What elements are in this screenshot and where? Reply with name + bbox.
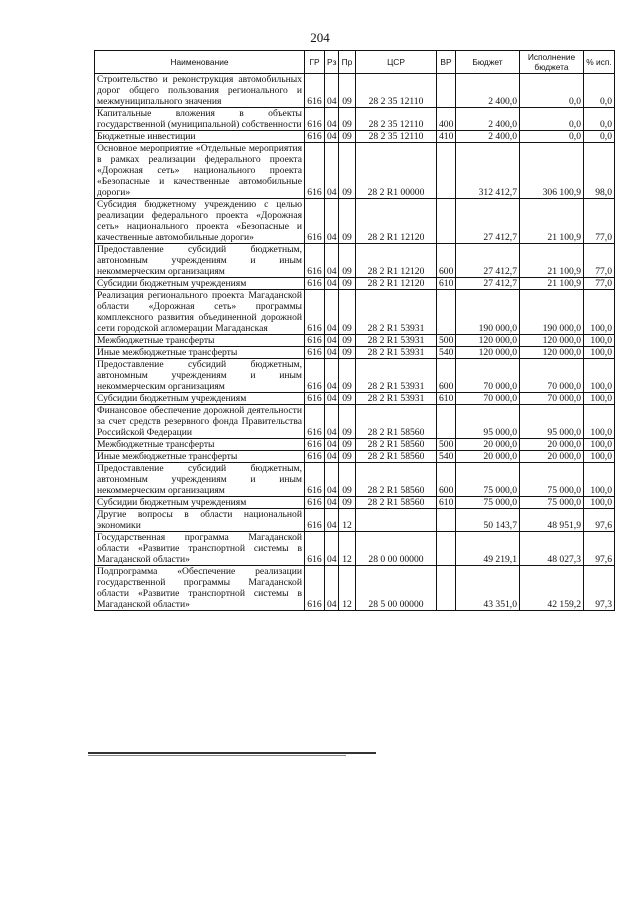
- row-budget: 43 351,0: [456, 566, 520, 611]
- row-rz: 04: [325, 393, 339, 405]
- row-rz: 04: [325, 199, 339, 244]
- table-row: [95, 290, 615, 335]
- row-budget: 50 143,7: [456, 509, 520, 532]
- row-execution: 70 000,0: [520, 393, 584, 405]
- row-budget: 95 000,0: [456, 405, 520, 439]
- row-execution: 0,0: [520, 108, 584, 131]
- row-rz: 04: [325, 566, 339, 611]
- row-pr: 12: [339, 532, 356, 566]
- row-vr: [437, 566, 456, 611]
- table-row: [95, 463, 615, 497]
- row-pr: 09: [339, 278, 356, 290]
- row-vr: 600: [437, 244, 456, 278]
- row-execution: 42 159,2: [520, 566, 584, 611]
- row-percent: 100,0: [584, 463, 615, 497]
- row-rz: 04: [325, 278, 339, 290]
- row-pr: 09: [339, 393, 356, 405]
- row-execution: 21 100,9: [520, 199, 584, 244]
- row-execution: 20 000,0: [520, 439, 584, 451]
- row-rz: 04: [325, 244, 339, 278]
- row-csr: 28 2 35 12110: [356, 108, 437, 131]
- row-rz: 04: [325, 108, 339, 131]
- row-vr: 500: [437, 335, 456, 347]
- row-pr: 09: [339, 199, 356, 244]
- row-pr: 09: [339, 335, 356, 347]
- row-rz: 04: [325, 359, 339, 393]
- row-percent: 98,0: [584, 143, 615, 199]
- row-name: Основное мероприятие «Отдельные мероприятия в рамках реализации федерального проекта «Дорожная сеть» национального проекта «Безопасные и качественные автомобильные дороги»: [95, 143, 305, 199]
- row-vr: [437, 143, 456, 199]
- row-percent: 100,0: [584, 359, 615, 393]
- row-csr: 28 2 R1 58560: [356, 451, 437, 463]
- row-budget: 20 000,0: [456, 439, 520, 451]
- row-execution: 95 000,0: [520, 405, 584, 439]
- header-pr: Пр: [339, 51, 356, 74]
- table-row: [95, 439, 615, 451]
- row-gr: 616: [305, 244, 325, 278]
- row-pr: 09: [339, 108, 356, 131]
- row-name: Иные межбюджетные трансферты: [95, 347, 305, 359]
- table-row: [95, 509, 615, 532]
- row-csr: 28 0 00 00000: [356, 532, 437, 566]
- row-pr: 09: [339, 143, 356, 199]
- row-execution: 306 100,9: [520, 143, 584, 199]
- row-vr: [437, 509, 456, 532]
- row-budget: 27 412,7: [456, 244, 520, 278]
- row-name: Иные межбюджетные трансферты: [95, 451, 305, 463]
- table-row: [95, 566, 615, 611]
- row-name: Межбюджетные трансферты: [95, 335, 305, 347]
- row-gr: 616: [305, 532, 325, 566]
- row-execution: 70 000,0: [520, 359, 584, 393]
- row-percent: 0,0: [584, 74, 615, 108]
- row-budget: 120 000,0: [456, 335, 520, 347]
- row-csr: 28 2 R1 53931: [356, 290, 437, 335]
- row-pr: 09: [339, 439, 356, 451]
- row-gr: 616: [305, 199, 325, 244]
- footer-divider-thin: [88, 755, 346, 756]
- row-percent: 97,3: [584, 566, 615, 611]
- row-vr: [437, 74, 456, 108]
- row-gr: 616: [305, 566, 325, 611]
- table-row: [95, 335, 615, 347]
- row-pr: 09: [339, 74, 356, 108]
- row-pr: 09: [339, 497, 356, 509]
- row-name: Капитальные вложения в объекты государственной (муниципальной) собственности: [95, 108, 305, 131]
- row-pr: 09: [339, 290, 356, 335]
- table-row: [95, 244, 615, 278]
- row-pr: 09: [339, 359, 356, 393]
- table-row: [95, 131, 615, 143]
- row-budget: 70 000,0: [456, 359, 520, 393]
- header-vr: ВР: [437, 51, 456, 74]
- header-gr: ГР: [305, 51, 325, 74]
- row-rz: 04: [325, 290, 339, 335]
- row-csr: 28 2 35 12110: [356, 131, 437, 143]
- table-row: [95, 393, 615, 405]
- row-vr: 610: [437, 497, 456, 509]
- row-budget: 75 000,0: [456, 463, 520, 497]
- header-percent: % исп.: [584, 51, 615, 74]
- row-execution: 75 000,0: [520, 497, 584, 509]
- table-row: [95, 451, 615, 463]
- header-budget: Бюджет: [456, 51, 520, 74]
- row-pr: 12: [339, 509, 356, 532]
- row-csr: 28 2 R1 58560: [356, 405, 437, 439]
- row-vr: 410: [437, 131, 456, 143]
- table-row: [95, 359, 615, 393]
- row-vr: 600: [437, 359, 456, 393]
- table-row: [95, 199, 615, 244]
- row-vr: 540: [437, 451, 456, 463]
- row-gr: 616: [305, 335, 325, 347]
- row-rz: 04: [325, 451, 339, 463]
- row-percent: 97,6: [584, 532, 615, 566]
- row-budget: 190 000,0: [456, 290, 520, 335]
- row-name: Государственная программа Магаданской области «Развитие транспортной системы в Магаданской области»: [95, 532, 305, 566]
- row-budget: 49 219,1: [456, 532, 520, 566]
- row-pr: 09: [339, 131, 356, 143]
- row-budget: 2 400,0: [456, 131, 520, 143]
- row-gr: 616: [305, 451, 325, 463]
- row-budget: 120 000,0: [456, 347, 520, 359]
- row-rz: 04: [325, 74, 339, 108]
- row-csr: [356, 509, 437, 532]
- row-vr: 500: [437, 439, 456, 451]
- row-name: Финансовое обеспечение дорожной деятельности за счет средств резервного фонда Правительства Российской Федерации: [95, 405, 305, 439]
- row-budget: 75 000,0: [456, 497, 520, 509]
- row-gr: 616: [305, 143, 325, 199]
- row-csr: 28 2 35 12110: [356, 74, 437, 108]
- row-percent: 100,0: [584, 451, 615, 463]
- footer-divider: [88, 752, 376, 754]
- table-row: [95, 278, 615, 290]
- row-vr: [437, 405, 456, 439]
- row-csr: 28 2 R1 53931: [356, 359, 437, 393]
- row-name: Подпрограмма «Обеспечение реализации государственной программы Магаданской области «Развитие транспортной системы в Магаданской области»: [95, 566, 305, 611]
- row-budget: 2 400,0: [456, 74, 520, 108]
- header-execution: Исполнение бюджета: [520, 51, 584, 74]
- row-csr: 28 2 R1 12120: [356, 278, 437, 290]
- row-execution: 75 000,0: [520, 463, 584, 497]
- row-percent: 100,0: [584, 335, 615, 347]
- row-gr: 616: [305, 108, 325, 131]
- header-rz: Рз: [325, 51, 339, 74]
- row-percent: 100,0: [584, 405, 615, 439]
- row-name: Предоставление субсидий бюджетным, автономным учреждениям и иным некоммерческим организациям: [95, 463, 305, 497]
- table-row: [95, 405, 615, 439]
- row-pr: 12: [339, 566, 356, 611]
- row-percent: 77,0: [584, 199, 615, 244]
- row-name: Предоставление субсидий бюджетным, автономным учреждениям и иным некоммерческим организациям: [95, 244, 305, 278]
- row-gr: 616: [305, 463, 325, 497]
- row-gr: 616: [305, 497, 325, 509]
- row-name: Строительство и реконструкция автомобильных дорог общего пользования регионального и межмуниципального значения: [95, 74, 305, 108]
- row-name: Субсидии бюджетным учреждениям: [95, 278, 305, 290]
- row-rz: 04: [325, 497, 339, 509]
- row-gr: 616: [305, 131, 325, 143]
- row-name: Реализация регионального проекта Магаданской области «Дорожная сеть» программы комплексного развития объединенной дорожной сети городской агломерации Магаданская: [95, 290, 305, 335]
- row-csr: 28 2 R1 00000: [356, 143, 437, 199]
- row-gr: 616: [305, 290, 325, 335]
- row-rz: 04: [325, 439, 339, 451]
- row-rz: 04: [325, 335, 339, 347]
- table-row: [95, 143, 615, 199]
- row-vr: 600: [437, 463, 456, 497]
- row-percent: 100,0: [584, 497, 615, 509]
- table-row: [95, 497, 615, 509]
- row-percent: 100,0: [584, 347, 615, 359]
- row-gr: 616: [305, 439, 325, 451]
- row-csr: 28 2 R1 53931: [356, 393, 437, 405]
- row-name: Субсидия бюджетному учреждению с целью реализации федерального проекта «Дорожная сеть» национального проекта «Безопасные и качественные автомобильные дороги»: [95, 199, 305, 244]
- row-rz: 04: [325, 509, 339, 532]
- row-name: Межбюджетные трансферты: [95, 439, 305, 451]
- row-vr: [437, 290, 456, 335]
- row-gr: 616: [305, 393, 325, 405]
- row-execution: 190 000,0: [520, 290, 584, 335]
- row-percent: 77,0: [584, 244, 615, 278]
- table-header-row: [95, 51, 615, 74]
- row-gr: 616: [305, 359, 325, 393]
- page-number: 204: [310, 30, 330, 45]
- row-percent: 100,0: [584, 290, 615, 335]
- row-execution: 0,0: [520, 131, 584, 143]
- row-vr: 540: [437, 347, 456, 359]
- row-name: Другие вопросы в области национальной экономики: [95, 509, 305, 532]
- table-row: [95, 532, 615, 566]
- row-rz: 04: [325, 347, 339, 359]
- row-pr: 09: [339, 451, 356, 463]
- row-budget: 70 000,0: [456, 393, 520, 405]
- row-rz: 04: [325, 131, 339, 143]
- row-execution: 48 027,3: [520, 532, 584, 566]
- row-pr: 09: [339, 463, 356, 497]
- row-rz: 04: [325, 463, 339, 497]
- row-pr: 09: [339, 405, 356, 439]
- table-row: [95, 347, 615, 359]
- row-gr: 616: [305, 509, 325, 532]
- row-percent: 97,6: [584, 509, 615, 532]
- row-csr: 28 2 R1 58560: [356, 439, 437, 451]
- row-gr: 616: [305, 347, 325, 359]
- row-gr: 616: [305, 278, 325, 290]
- row-vr: 610: [437, 278, 456, 290]
- row-percent: 77,0: [584, 278, 615, 290]
- row-csr: 28 2 R1 12120: [356, 199, 437, 244]
- header-csr: ЦСР: [356, 51, 437, 74]
- row-budget: 27 412,7: [456, 278, 520, 290]
- row-execution: 120 000,0: [520, 335, 584, 347]
- row-gr: 616: [305, 74, 325, 108]
- row-execution: 0,0: [520, 74, 584, 108]
- row-budget: 27 412,7: [456, 199, 520, 244]
- row-execution: 21 100,9: [520, 278, 584, 290]
- row-vr: [437, 532, 456, 566]
- row-gr: 616: [305, 405, 325, 439]
- row-percent: 100,0: [584, 439, 615, 451]
- row-csr: 28 2 R1 58560: [356, 463, 437, 497]
- row-execution: 120 000,0: [520, 347, 584, 359]
- row-name: Субсидии бюджетным учреждениям: [95, 497, 305, 509]
- row-pr: 09: [339, 244, 356, 278]
- table-row: [95, 74, 615, 108]
- row-csr: 28 2 R1 12120: [356, 244, 437, 278]
- row-name: Предоставление субсидий бюджетным, автономным учреждениям и иным некоммерческим организациям: [95, 359, 305, 393]
- row-csr: 28 5 00 00000: [356, 566, 437, 611]
- header-name: Наименование: [95, 51, 305, 74]
- row-percent: 0,0: [584, 108, 615, 131]
- budget-table: [94, 50, 615, 611]
- row-vr: [437, 199, 456, 244]
- row-budget: 2 400,0: [456, 108, 520, 131]
- row-execution: 20 000,0: [520, 451, 584, 463]
- row-vr: 400: [437, 108, 456, 131]
- row-percent: 0,0: [584, 131, 615, 143]
- row-execution: 48 951,9: [520, 509, 584, 532]
- row-name: Бюджетные инвестиции: [95, 131, 305, 143]
- row-budget: 312 412,7: [456, 143, 520, 199]
- row-csr: 28 2 R1 53931: [356, 347, 437, 359]
- table-row: [95, 108, 615, 131]
- row-rz: 04: [325, 405, 339, 439]
- row-rz: 04: [325, 143, 339, 199]
- row-rz: 04: [325, 532, 339, 566]
- row-percent: 100,0: [584, 393, 615, 405]
- row-name: Субсидии бюджетным учреждениям: [95, 393, 305, 405]
- row-execution: 21 100,9: [520, 244, 584, 278]
- row-pr: 09: [339, 347, 356, 359]
- row-vr: 610: [437, 393, 456, 405]
- row-budget: 20 000,0: [456, 451, 520, 463]
- row-csr: 28 2 R1 53931: [356, 335, 437, 347]
- row-csr: 28 2 R1 58560: [356, 497, 437, 509]
